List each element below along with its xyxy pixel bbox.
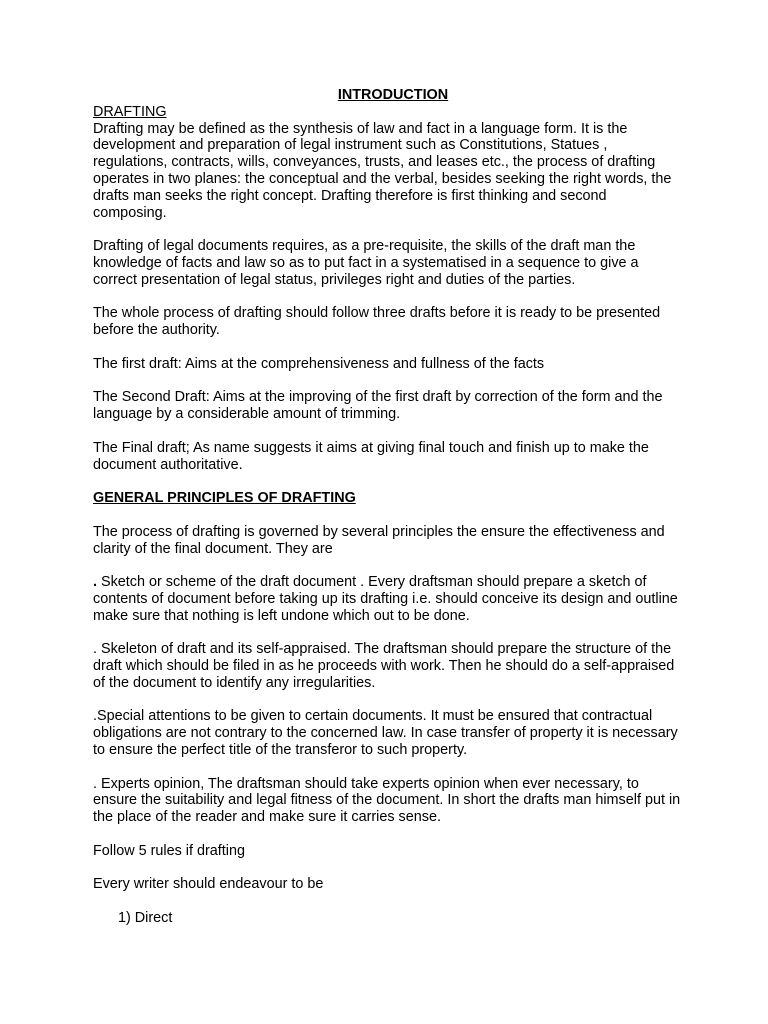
paragraph-principle-skeleton: . Skeleton of draft and its self-appraised. The draftsman should prepare the structure of the draft which should be filed in as he proceeds with work. Then he should do a self-appraised of the document to identify any irregularities. xyxy=(93,641,675,691)
paragraph-principle-experts: . Experts opinion, The draftsman should take experts opinion when ever necessary, to ensure the suitability and legal fitness of the document. In short the drafts man himself put in the place of the reader and make sure it carries sense. xyxy=(93,775,681,826)
list-item: 1) Direct xyxy=(118,910,173,927)
section-heading-principles: GENERAL PRINCIPLES OF DRAFTING xyxy=(93,490,356,507)
principle-sketch-text: Sketch or scheme of the draft document . Every draftsman should prepare a sketch of contents of document before taking up its drafting i.e. should conceive its design and outline make sure that nothing is left undone which out to be done. xyxy=(93,574,678,624)
paragraph-writer-intro: Every writer should endeavour to be xyxy=(93,876,324,893)
paragraph-first-draft: The first draft: Aims at the comprehensiveness and fullness of the facts xyxy=(93,355,545,372)
bullet-dot: . xyxy=(93,574,97,591)
document-page xyxy=(93,87,683,927)
paragraph-principle-special: .Special attentions to be given to certain documents. It must be ensured that contractual obligations are not contrary to the concerned law. In case transfer of property it is necessary to ensure the perfect title of the transferor to such property. xyxy=(93,708,678,759)
paragraph-three-drafts: The whole process of drafting should follow three drafts before it is ready to be presented before the authority. xyxy=(93,305,661,339)
paragraph-principles-intro: The process of drafting is governed by several principles the ensure the effectiveness and clarity of the final document. They are xyxy=(93,523,665,557)
rules-list xyxy=(93,910,683,927)
section-heading-drafting: DRAFTING xyxy=(93,103,167,120)
document-title: INTRODUCTION xyxy=(337,87,449,103)
paragraph-requirements: Drafting of legal documents requires, as a pre-requisite, the skills of the draft man the knowledge of facts and law so as to put fact in a systematised in a sequence to give a correct presentation of legal status, privileges right and duties of the parties. xyxy=(93,238,639,288)
paragraph-definition: Drafting may be defined as the synthesis of law and fact in a language form. It is the development and preparation of legal instrument such as Constitutions, Statues , regulations, contracts, wills, conveyances, trusts, and leases etc., the process of drafting operates in two planes: the conceptual and the verbal, besides seeking the right words, the drafts man seeks the right concept. Drafting therefore is first thinking and second composing. xyxy=(93,120,672,221)
paragraph-rules-intro: Follow 5 rules if drafting xyxy=(93,842,245,859)
paragraph-final-draft: The Final draft; As name suggests it aims at giving final touch and finish up to make the document authoritative. xyxy=(93,439,649,473)
paragraph-second-draft: The Second Draft: Aims at the improving of the first draft by correction of the form and the language by a considerable amount of trimming. xyxy=(93,389,663,423)
paragraph-principle-sketch xyxy=(93,574,683,624)
